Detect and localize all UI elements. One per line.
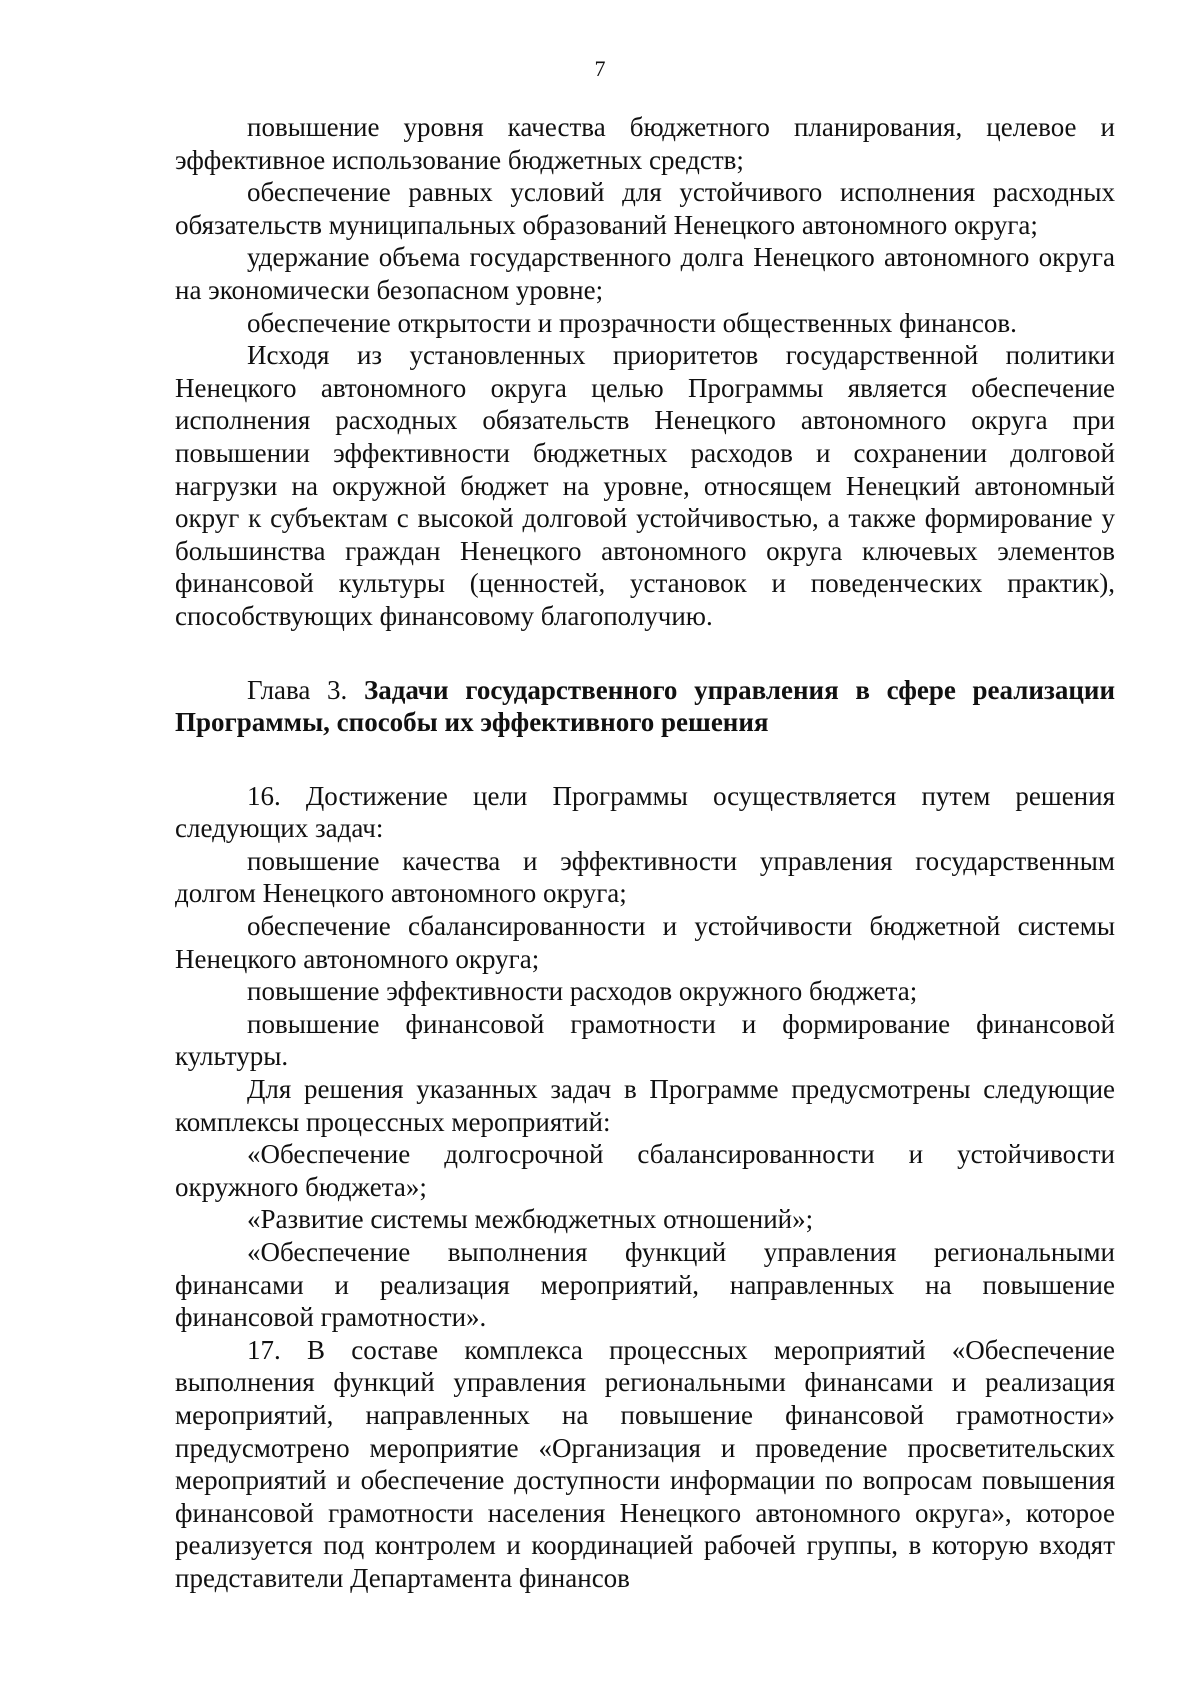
task-item-3: повышение эффективности расходов окружного бюджета;	[247, 976, 918, 1007]
paragraph-goal-4: обеспечение открытости и прозрачности общественных финансов.	[247, 307, 1017, 338]
complex-item-2: «Развитие системы межбюджетных отношений»;	[247, 1204, 814, 1235]
task-item-1: повышение качества и эффективности управления государственным долгом Ненецкого автономного округа;	[175, 845, 1115, 909]
chapter-prefix: Глава 3.	[247, 674, 364, 705]
paragraph-complexes-intro: Для решения указанных задач в Программе предусмотрены следующие комплексы процессных мероприятий:	[175, 1074, 1115, 1137]
paragraph-program-purpose: Исходя из установленных приоритетов государственной политики Ненецкого автономного округа целью Программы является обеспечение исполнения расходных обязательств Ненецкого автономного округа при повышении эффективности бюджетных расходов и сохранении долговой нагрузки на окружной бюджет на уровне, относящем Ненецкий автономный округ к субъектам с высокой долговой устойчивостью, а также формирование у большинства граждан Ненецкого автономного округа ключевых элементов финансовой культуры (ценностей, установок и поведенческих практик), способствующих финансовому благополучию.	[175, 340, 1115, 631]
task-item-2: обеспечение сбалансированности и устойчивости бюджетной системы Ненецкого автономного округа;	[175, 911, 1115, 974]
page-number: 7	[594, 56, 606, 81]
paragraph-17: 17. В составе комплекса процессных мероприятий «Обеспечение выполнения функций управления региональными финансами и реализация мероприятий, направленных на повышение финансовой грамотности» предусмотрено мероприятие «Организация и проведение просветительских мероприятий и обеспечение доступности информации по вопросам повышения финансовой грамотности населения Ненецкого автономного округа», которое реализуется под контролем и координацией рабочей группы, в которую входят представители Департамента финансов	[175, 1334, 1115, 1593]
paragraph-16: 16. Достижение цели Программы осуществляется путем решения следующих задач:	[175, 780, 1115, 844]
complex-item-3: «Обеспечение выполнения функций управления региональными финансами и реализация мероприятий, направленных на повышение финансовой грамотности».	[175, 1237, 1115, 1333]
paragraph-goal-3: удержание объема государственного долга Ненецкого автономного округа на экономически безопасном уровне;	[175, 242, 1115, 305]
paragraph-goal-1: повышение уровня качества бюджетного планирования, целевое и эффективное использование бюджетных средств;	[175, 112, 1115, 175]
task-item-4: повышение финансовой грамотности и формирование финансовой культуры.	[175, 1008, 1115, 1072]
chapter-heading	[175, 674, 1115, 739]
complex-item-1: «Обеспечение долгосрочной сбалансированности и устойчивости окружного бюджета»;	[175, 1139, 1115, 1202]
chapter-title: Задачи государственного управления в сфере реализации Программы, способы их эффективного решения	[175, 674, 1115, 738]
paragraph-goal-2: обеспечение равных условий для устойчивого исполнения расходных обязательств муниципальных образований Ненецкого автономного округа;	[175, 177, 1115, 240]
document-body	[175, 111, 1115, 1595]
